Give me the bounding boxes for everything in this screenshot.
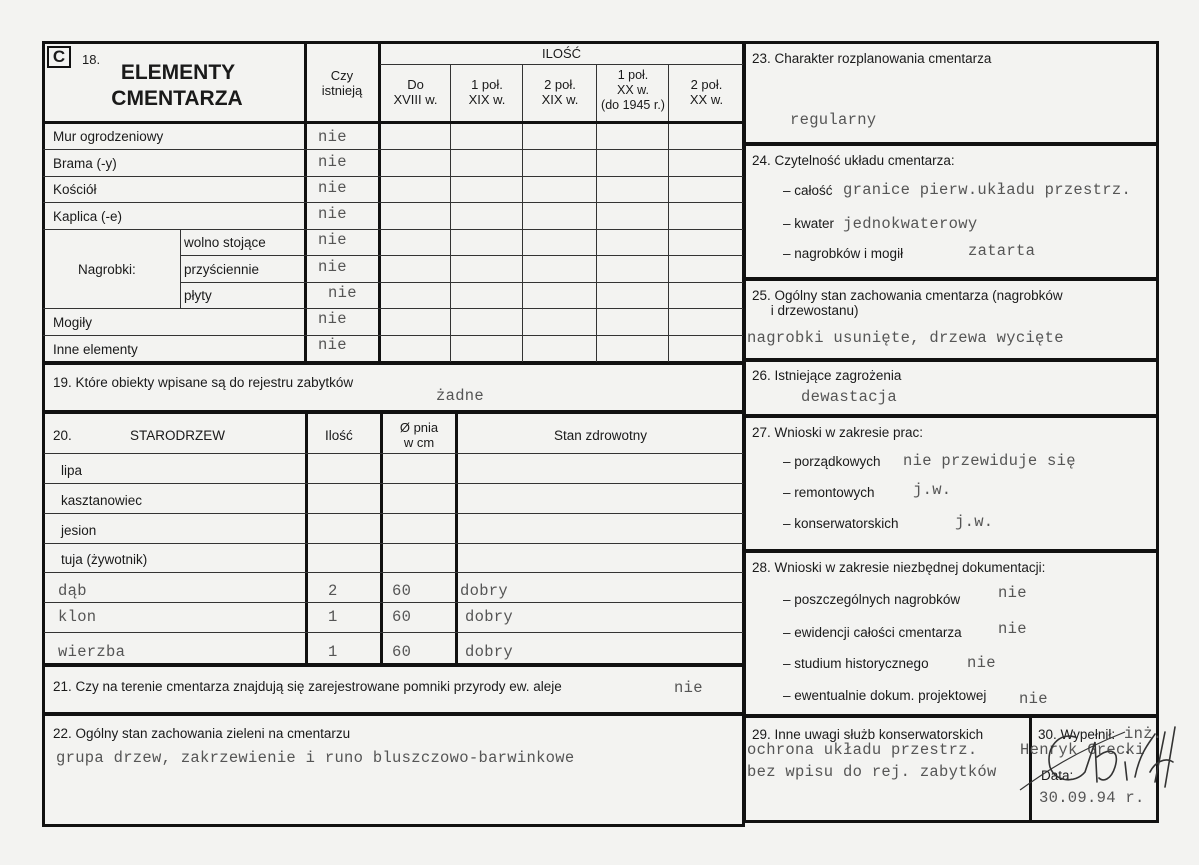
tree-diameter: 60 bbox=[392, 643, 412, 661]
tree-health: dobry bbox=[465, 643, 514, 661]
tree-diameter: 60 bbox=[392, 582, 412, 600]
section-24-label: 24. Czytelność układu cmentarza: bbox=[752, 153, 955, 168]
section-letter-badge: C bbox=[47, 46, 71, 68]
section-29-label: 29. Inne uwagi służb konserwatorskich bbox=[752, 727, 984, 742]
section-27-item-label: – remontowych bbox=[783, 485, 875, 500]
period-header: Do XVIII w. bbox=[393, 77, 438, 107]
tree-health: dobry bbox=[460, 582, 509, 600]
section-28-label: 28. Wnioski w zakresie niezbędnej dokumentacji: bbox=[752, 560, 1046, 575]
section-28-item-label: – poszczególnych nagrobków bbox=[783, 592, 961, 607]
row-label: Mogiły bbox=[53, 315, 93, 330]
section-28-item-label: – studium historycznego bbox=[783, 656, 929, 671]
section-28-item-label: – ewidencji całości cmentarza bbox=[783, 625, 962, 640]
section-21-value: nie bbox=[674, 679, 703, 697]
tree-row-label: kasztanowiec bbox=[61, 493, 143, 508]
tree-health: dobry bbox=[465, 608, 514, 626]
tree-row-label: lipa bbox=[61, 463, 83, 478]
section-27-item-value: j.w. bbox=[913, 481, 952, 499]
section-25-value: nagrobki usunięte, drzewa wycięte bbox=[747, 329, 1064, 347]
row-label: Mur ogrodzeniowy bbox=[53, 129, 164, 144]
section-19-value: żadne bbox=[436, 387, 485, 405]
section-24-item-value: granice pierw.układu przestrz. bbox=[843, 181, 1132, 199]
exists-value: nie bbox=[318, 179, 347, 197]
tree-qty: 1 bbox=[328, 643, 338, 661]
tree-name: dąb bbox=[58, 582, 87, 600]
period-header: 2 poł. XIX w. bbox=[541, 77, 579, 107]
row-label: Inne elementy bbox=[53, 342, 138, 357]
section-23-value: regularny bbox=[790, 111, 877, 129]
section-27-item-label: – konserwatorskich bbox=[783, 516, 899, 531]
section-22-value: grupa drzew, zakrzewienie i runo bluszczowo-barwinkowe bbox=[56, 749, 575, 767]
section-24-item-label: – całość bbox=[783, 183, 833, 198]
exists-value: nie bbox=[318, 128, 347, 146]
period-header: 1 poł. XX w. (do 1945 r.) bbox=[601, 68, 665, 112]
exists-value: nie bbox=[318, 153, 347, 171]
date-value: 30.09.94 r. bbox=[1039, 789, 1145, 807]
exists-value: nie bbox=[318, 231, 347, 249]
date-label: Data: bbox=[1041, 768, 1074, 783]
section-25-label: 25. Ogólny stan zachowania cmentarza (nagrobków i drzewostanu) bbox=[752, 288, 1063, 318]
section-27-label: 27. Wnioski w zakresie prac: bbox=[752, 425, 924, 440]
section-27-item-value: j.w. bbox=[955, 513, 994, 531]
section-28-item-label: – ewentualnie dokum. projektowej bbox=[783, 688, 987, 703]
section-18-number: 18. bbox=[82, 52, 101, 67]
col-qty-header: Ilość bbox=[325, 428, 353, 443]
section-28-item-value: nie bbox=[1019, 690, 1048, 708]
row-label: płyty bbox=[184, 288, 212, 303]
tree-row-label: tuja (żywotnik) bbox=[61, 552, 148, 567]
row-label: Kaplica (-e) bbox=[53, 209, 123, 224]
section-26-value: dewastacja bbox=[801, 388, 898, 406]
section-21-label: 21. Czy na terenie cmentarza znajdują się zarejestrowane pomniki przyrody ew. aleje bbox=[53, 679, 562, 694]
row-label: wolno stojące bbox=[184, 235, 266, 250]
tree-qty: 1 bbox=[328, 608, 338, 626]
section-26-label: 26. Istniejące zagrożenia bbox=[752, 368, 902, 383]
col-diameter-header: Ø pnia w cm bbox=[399, 420, 439, 450]
section-24-item-label: – nagrobków i mogił bbox=[783, 246, 904, 261]
section-23-label: 23. Charakter rozplanowania cmentarza bbox=[752, 51, 992, 66]
section-29-line1: ochrona układu przestrz. bbox=[747, 741, 978, 759]
section-28-item-value: nie bbox=[967, 654, 996, 672]
exists-value: nie bbox=[318, 336, 347, 354]
nagrobki-label: Nagrobki: bbox=[78, 262, 136, 277]
section-29-line2: bez wpisu do rej. zabytków bbox=[747, 763, 997, 781]
section-20-number: 20. bbox=[53, 428, 72, 443]
section-24-item-value: jednokwaterowy bbox=[843, 215, 978, 233]
section-27-item-value: nie przewiduje się bbox=[903, 452, 1076, 470]
tree-name: klon bbox=[58, 608, 97, 626]
section-27-item-label: – porządkowych bbox=[783, 454, 881, 469]
filled-by-name: Henryk Grecki bbox=[1020, 741, 1145, 759]
exists-value: nie bbox=[328, 284, 357, 302]
col-exists-header: Czy istnieją bbox=[321, 68, 363, 98]
elements-title-line2: CMENTARZA bbox=[111, 87, 243, 110]
row-label: Brama (-y) bbox=[53, 156, 117, 171]
elements-title-line1: ELEMENTY bbox=[120, 61, 236, 84]
section-24-item-value: zatarta bbox=[968, 242, 1036, 260]
tree-name: wierzba bbox=[58, 643, 126, 661]
tree-row-label: jesion bbox=[61, 523, 97, 538]
col-quantity-header: ILOŚĆ bbox=[541, 46, 581, 61]
exists-value: nie bbox=[318, 310, 347, 328]
tree-diameter: 60 bbox=[392, 608, 412, 626]
period-header: 1 poł. XIX w. bbox=[468, 77, 506, 107]
row-label: Kościół bbox=[53, 182, 97, 197]
period-header: 2 poł. XX w. bbox=[689, 77, 724, 107]
filled-by-prefix: inż. bbox=[1124, 725, 1163, 743]
section-20-title: STARODRZEW bbox=[130, 428, 225, 443]
section-19-label: 19. Które obiekty wpisane są do rejestru zabytków bbox=[53, 375, 354, 390]
signature-mark bbox=[1015, 712, 1195, 802]
section-30-label: 30. Wypełnił: bbox=[1038, 727, 1116, 742]
section-24-item-label: – kwater bbox=[783, 216, 835, 231]
tree-qty: 2 bbox=[328, 582, 338, 600]
section-22-label: 22. Ogólny stan zachowania zieleni na cmentarzu bbox=[53, 726, 351, 741]
col-health-header: Stan zdrowotny bbox=[553, 428, 648, 443]
row-label: przyściennie bbox=[184, 262, 260, 277]
exists-value: nie bbox=[318, 258, 347, 276]
exists-value: nie bbox=[318, 205, 347, 223]
section-28-item-value: nie bbox=[998, 620, 1027, 638]
section-28-item-value: nie bbox=[998, 584, 1027, 602]
